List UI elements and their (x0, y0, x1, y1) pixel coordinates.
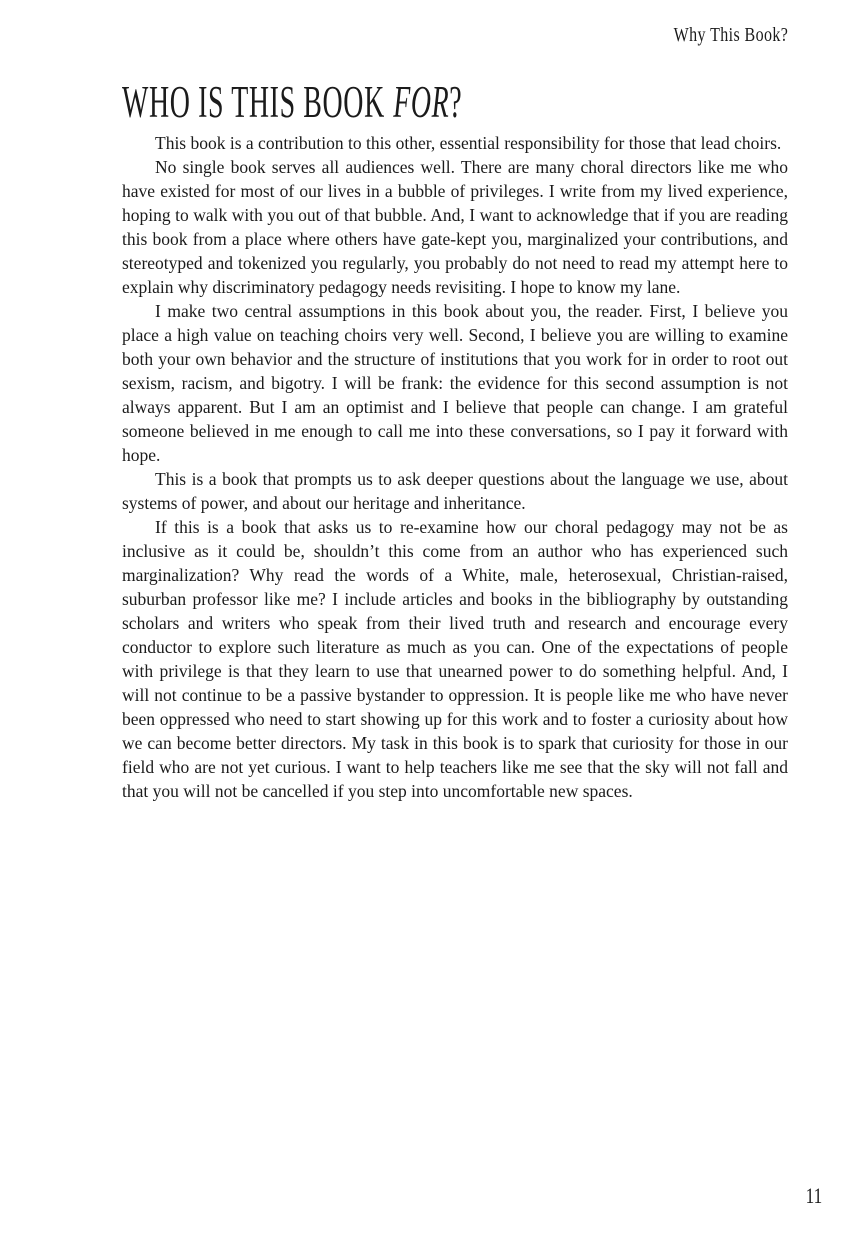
paragraph-5: If this is a book that asks us to re-examine how our choral pedagogy may not be as inclusive as it could be, shouldn’t this come from an author who has experienced such marginalization? Why read the words of a White, male, heterosexual, Christian-raised, suburban professor like me? I include articles and books in the bibliography by outstanding scholars and writers who speak from their lived truth and research and encourage every conductor to explore such literature as much as you can. One of the expectations of people with privilege is that they learn to use that unearned power to do something helpful. And, I will not continue to be a passive bystander to oppression. It is people like me who have never been oppressed who need to start showing up for this work and to foster a curiosity about how we can become better directors. My task in this book is to spark that curiosity for those in our field who are not yet curious. I want to help teachers like me see that the sky will not fall and that you will not be cancelled if you step into uncomfortable new spaces. (122, 517, 788, 801)
paragraph-3: I make two central assumptions in this book about you, the reader. First, I believe you place a high value on teaching choirs very well. Second, I believe you are willing to examine both your own behavior and the structure of institutions that you work for in order to root out sexism, racism, and bigotry. I will be frank: the evidence for this second assumption is not always apparent. But I am an optimist and I believe that people can change. I am grateful someone believed in me enough to call me into these conversations, so I pay it forward with hope. (122, 301, 788, 465)
chapter-title (122, 77, 671, 127)
paragraph-4: This is a book that prompts us to ask deeper questions about the language we use, about systems of power, and about our heritage and inheritance. (122, 469, 788, 513)
chapter-title-text (122, 77, 463, 127)
body-text (122, 131, 788, 803)
running-header (645, 24, 788, 47)
paragraph-1: This book is a contribution to this other, essential responsibility for those that lead choirs. (155, 133, 782, 153)
paragraph-2: No single book serves all audiences well. There are many choral directors like me who have existed for most of our lives in a bubble of privileges. I write from my lived experience, hoping to walk with you out of that bubble. And, I want to acknowledge that if you are reading this book from a place where others have gate-kept you, marginalized your contributions, and stereotyped and tokenized you regularly, you probably do not need to read my attempt here to explain why discriminatory pedagogy needs revisiting. I hope to know my lane. (122, 157, 788, 297)
page-number-text: 11 (805, 1183, 822, 1208)
chapter-title-question-mark: ? (449, 77, 463, 127)
chapter-title-prefix: WHO IS THIS BOOK (122, 77, 385, 127)
running-header-text: Why This Book? (673, 24, 788, 46)
page-number (801, 1183, 822, 1209)
chapter-title-emphasis: FOR (393, 77, 450, 127)
